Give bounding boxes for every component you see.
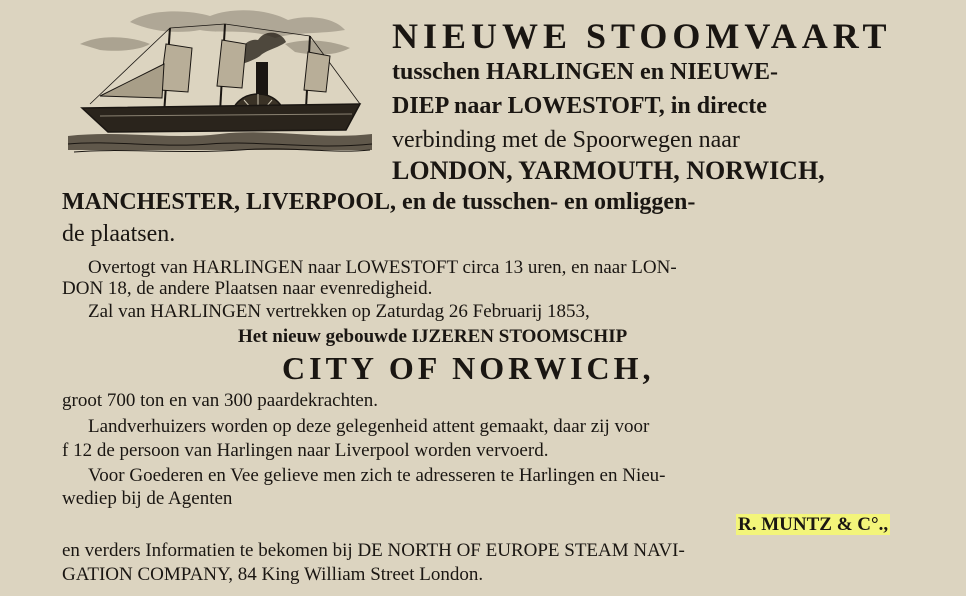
ad-route-line-1: tusschen HARLINGEN en NIEUWE- (392, 59, 779, 85)
ad-cities-line-2: MANCHESTER, LIVERPOOL, en de tusschen- en omliggen- (62, 189, 696, 215)
ad-crossing-time-line-2: DON 18, de andere Plaatsen naar evenredigheid. (62, 278, 433, 299)
ad-ship-name: CITY OF NORWICH, (282, 350, 655, 386)
ad-route-line-3: verbinding met de Spoorwegen naar (392, 127, 740, 153)
ad-cities-line-3: de plaatsen. (62, 221, 176, 247)
ad-contact-line-2: GATION COMPANY, 84 King William Street London. (62, 564, 484, 585)
ad-agent-name: R. MUNTZ & C°., (738, 514, 889, 535)
ad-emigrants-line-1: Landverhuizers worden op deze gelegenheid attent gemaakt, daar zij voor (88, 416, 650, 437)
ad-contact-line-1: en verders Informatien te bekomen bij DE NORTH OF EUROPE STEAM NAVI- (62, 540, 685, 561)
ad-cities-line-1: LONDON, YARMOUTH, NORWICH, (392, 156, 825, 185)
ad-ship-specs: groot 700 ton en van 300 paardekrachten. (62, 390, 379, 411)
ad-emigrants-line-2: f 12 de persoon van Harlingen naar Liverpool worden vervoerd. (62, 440, 549, 461)
ad-goods-line-2: wediep bij de Agenten (62, 488, 233, 509)
steamship-illustration (60, 4, 380, 156)
ad-goods-line-1: Voor Goederen en Vee gelieve men zich te adresseren te Harlingen en Nieu- (88, 465, 666, 486)
ad-route-line-2: DIEP naar LOWESTOFT, in directe (392, 93, 767, 119)
ad-ship-description: Het nieuw gebouwde IJZEREN STOOMSCHIP (238, 326, 628, 347)
ad-crossing-time-line-1: Overtogt van HARLINGEN naar LOWESTOFT circa 13 uren, en naar LON- (88, 257, 677, 278)
ad-headline: NIEUWE STOOMVAART (392, 16, 892, 56)
ad-departure-date: Zal van HARLINGEN vertrekken op Zaturdag 26 Februarij 1853, (88, 301, 590, 322)
